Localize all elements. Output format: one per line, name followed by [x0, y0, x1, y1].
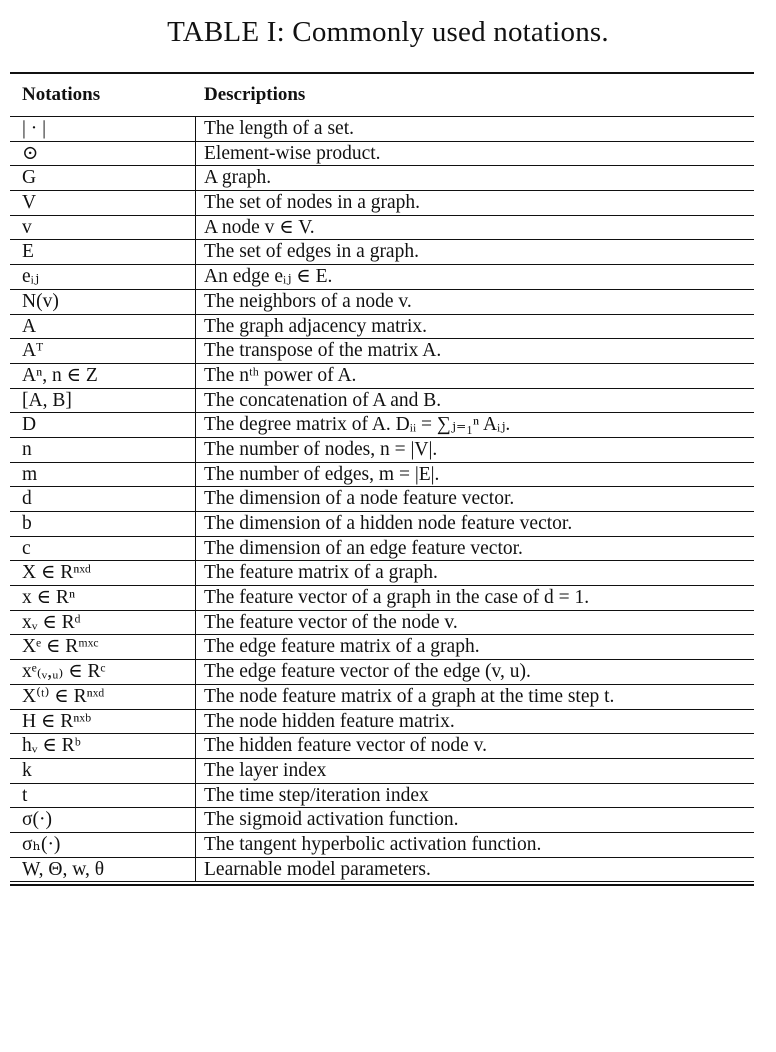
notation-cell: ⊙ — [10, 142, 196, 166]
description-cell: The node hidden feature matrix. — [204, 710, 455, 732]
table-row — [10, 537, 754, 562]
table-row — [10, 487, 754, 512]
description-cell: The tangent hyperbolic activation function. — [204, 833, 542, 855]
description-cell: The layer index — [204, 759, 327, 781]
description-cell: The hidden feature vector of node v. — [204, 735, 487, 757]
description-cell: The edge feature matrix of a graph. — [204, 636, 480, 658]
notation-cell: x ∈ Rⁿ — [10, 586, 196, 610]
description-cell: A graph. — [204, 167, 272, 189]
notation-cell: D — [10, 413, 196, 437]
notation-cell: Aᵀ — [10, 339, 196, 363]
notation-cell: d — [10, 487, 196, 511]
table-row — [10, 290, 754, 315]
notation-cell: v — [10, 216, 196, 240]
header-notations: Notations — [22, 84, 101, 105]
description-cell: The sigmoid activation function. — [204, 809, 459, 831]
description-cell: The feature vector of the node v. — [204, 611, 458, 633]
notation-cell: W, Θ, w, θ — [10, 858, 196, 882]
description-cell: The set of edges in a graph. — [204, 241, 419, 263]
description-cell: A node v ∈ V. — [204, 216, 315, 238]
description-cell: The feature matrix of a graph. — [204, 562, 438, 584]
table-row — [10, 784, 754, 809]
notation-cell: k — [10, 759, 196, 783]
description-cell: The nᵗʰ power of A. — [204, 364, 357, 386]
table-row — [10, 438, 754, 463]
table-row — [10, 660, 754, 685]
table-row — [10, 710, 754, 735]
notation-cell: eᵢⱼ — [10, 265, 196, 289]
notation-cell: X⁽ᵗ⁾ ∈ Rⁿˣᵈ — [10, 685, 196, 709]
table-row — [10, 561, 754, 586]
table-row — [10, 858, 754, 883]
header-descriptions: Descriptions — [204, 84, 306, 105]
table-row — [10, 389, 754, 414]
table-row — [10, 463, 754, 488]
description-cell: The node feature matrix of a graph at the time step t. — [204, 685, 615, 707]
table-row — [10, 216, 754, 241]
table-header — [10, 74, 754, 117]
table-row — [10, 759, 754, 784]
table-caption: TABLE I: Commonly used notations. — [167, 16, 609, 48]
table-row — [10, 611, 754, 636]
notation-cell: N(v) — [10, 290, 196, 314]
notation-cell: [A, B] — [10, 389, 196, 413]
notation-cell: Xᵉ ∈ Rᵐˣᶜ — [10, 635, 196, 659]
table-row — [10, 635, 754, 660]
table-row — [10, 586, 754, 611]
table-body — [10, 117, 754, 882]
notation-cell: b — [10, 512, 196, 536]
table-row — [10, 339, 754, 364]
table-row — [10, 364, 754, 389]
notation-cell: xᵉ₍ᵥ,ᵤ₎ ∈ Rᶜ — [10, 660, 196, 684]
table-row — [10, 833, 754, 858]
description-cell: The dimension of a hidden node feature vector. — [204, 513, 573, 534]
description-cell: The graph adjacency matrix. — [204, 315, 428, 337]
table-row — [10, 734, 754, 759]
notation-cell: σₕ(·) — [10, 833, 196, 857]
description-cell: The edge feature vector of the edge (v, u). — [204, 661, 531, 683]
notation-cell: m — [10, 463, 196, 487]
description-cell: The time step/iteration index — [204, 784, 429, 806]
notation-cell: σ(·) — [10, 808, 196, 832]
description-cell: Learnable model parameters. — [204, 858, 431, 880]
notation-table — [10, 72, 754, 886]
description-cell: The number of edges, m = |E|. — [204, 463, 440, 485]
description-cell: Element-wise product. — [204, 142, 381, 164]
notation-cell: hᵥ ∈ Rᵇ — [10, 734, 196, 758]
notation-cell: xᵥ ∈ Rᵈ — [10, 611, 196, 635]
description-cell: The transpose of the matrix A. — [204, 340, 442, 362]
table-row — [10, 142, 754, 167]
notation-cell: V — [10, 191, 196, 215]
description-cell: The concatenation of A and B. — [204, 389, 442, 411]
notation-cell: t — [10, 784, 196, 808]
description-cell: The feature vector of a graph in the case of d = 1. — [204, 587, 590, 609]
table-row — [10, 191, 754, 216]
description-cell: The degree matrix of A. Dᵢᵢ = ∑ⱼ₌₁ⁿ Aᵢⱼ. — [204, 414, 511, 436]
table-row — [10, 512, 754, 537]
description-cell: An edge eᵢⱼ ∈ E. — [204, 266, 333, 288]
table-row — [10, 685, 754, 710]
description-cell: The set of nodes in a graph. — [204, 192, 421, 214]
table-row — [10, 808, 754, 833]
table-row — [10, 117, 754, 142]
notation-cell: | · | — [10, 117, 196, 141]
notation-cell: E — [10, 240, 196, 264]
description-cell: The dimension of an edge feature vector. — [204, 537, 523, 559]
description-cell: The neighbors of a node v. — [204, 290, 412, 312]
notation-cell: G — [10, 166, 196, 190]
notation-cell: H ∈ Rⁿˣᵇ — [10, 710, 196, 734]
description-cell: The number of nodes, n = |V|. — [204, 438, 438, 460]
notation-cell: Aⁿ, n ∈ Z — [10, 364, 196, 388]
description-cell: The dimension of a node feature vector. — [204, 488, 515, 510]
table-row — [10, 166, 754, 191]
notation-cell: c — [10, 537, 196, 561]
table-row — [10, 265, 754, 290]
table-row — [10, 240, 754, 265]
table-row — [10, 413, 754, 438]
description-cell: The length of a set. — [204, 118, 354, 139]
notation-cell: n — [10, 438, 196, 462]
notation-cell: X ∈ Rⁿˣᵈ — [10, 561, 196, 585]
notation-cell: A — [10, 315, 196, 339]
table-row — [10, 315, 754, 340]
bottom-rule — [10, 884, 754, 886]
